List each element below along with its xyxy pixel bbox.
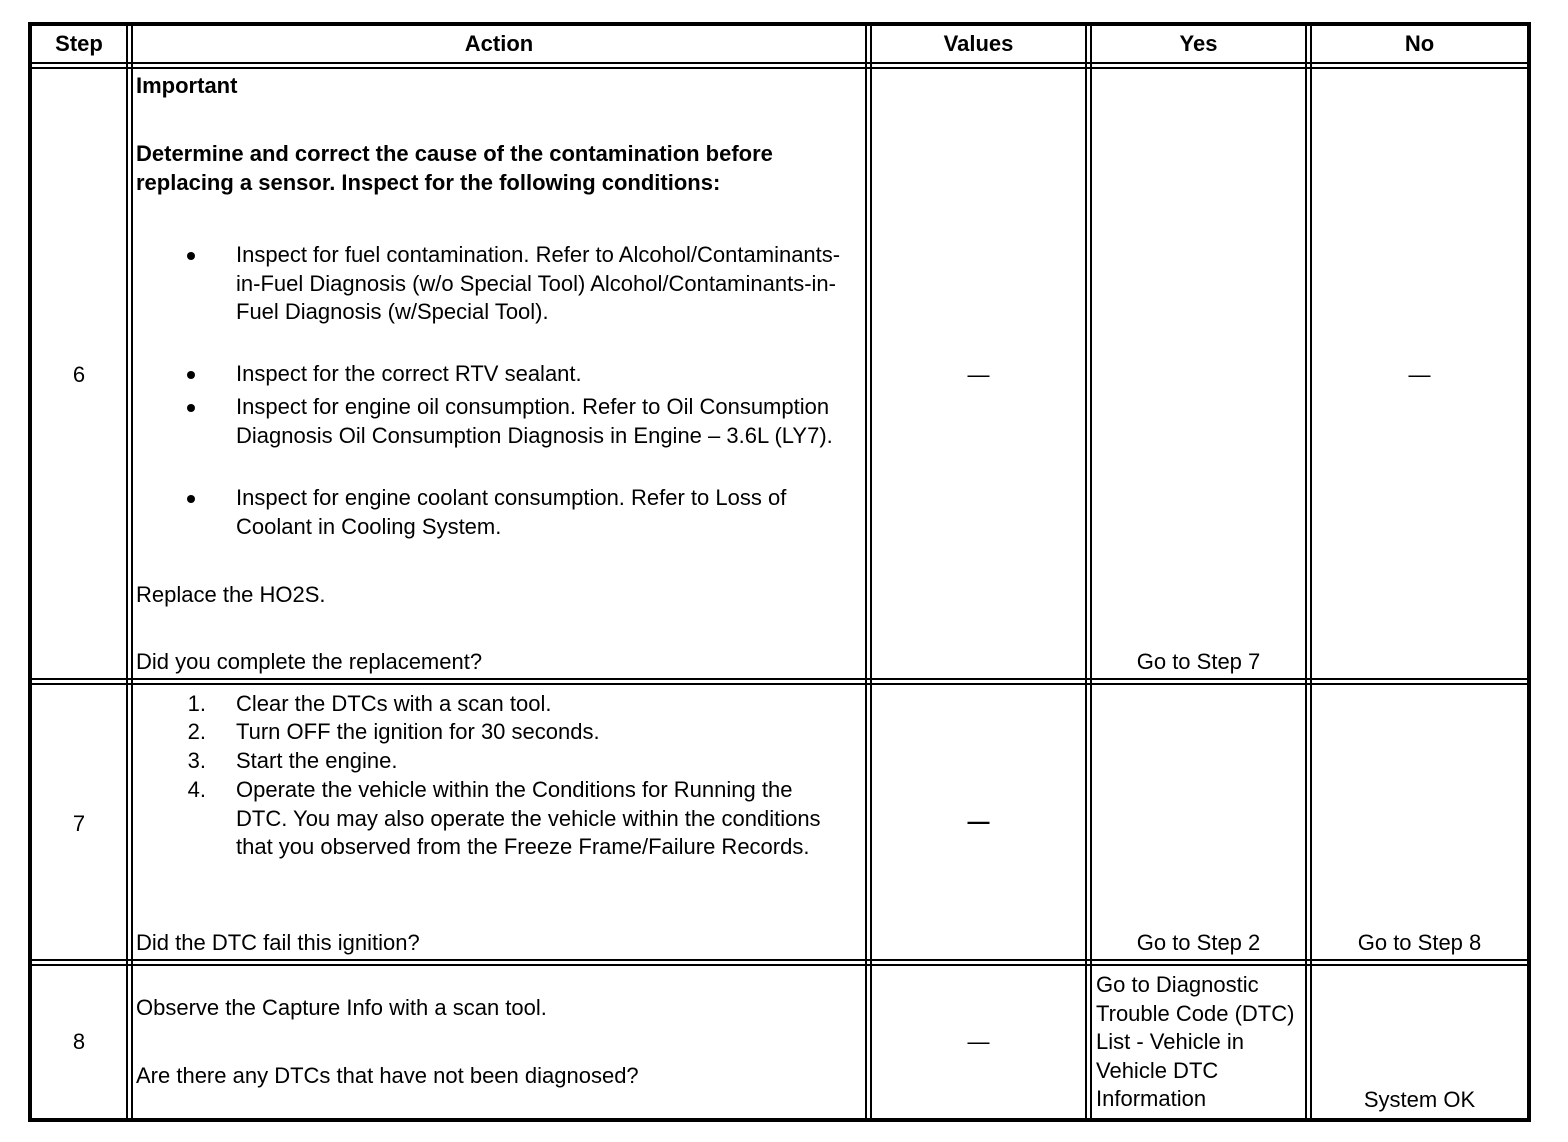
header-action: Action xyxy=(464,31,534,56)
list-number: 3. xyxy=(187,748,206,773)
col-divider-step xyxy=(126,22,133,1122)
bullet-icon xyxy=(187,371,195,379)
diagnostic-table xyxy=(28,22,1531,1122)
header-no: No xyxy=(1404,31,1435,56)
list-item: Turn OFF the ignition for 30 seconds. xyxy=(236,719,600,744)
bullet-icon xyxy=(187,252,195,260)
no-link[interactable]: Go to Step 8 xyxy=(1357,930,1482,955)
table-right-border xyxy=(1527,22,1531,1122)
yes-link[interactable]: Go to Diagnostic Trouble Code (DTC) List - Vehicle in Vehicle DTC Information xyxy=(1096,972,1295,1111)
header-step: Step xyxy=(55,31,103,56)
values-cell: — xyxy=(967,1029,990,1054)
question-text: Did the DTC fail this ignition? xyxy=(136,930,420,955)
step-number: 8 xyxy=(72,1029,86,1054)
bullet-icon xyxy=(187,495,195,503)
no-result: System OK xyxy=(1363,1087,1476,1112)
instruction-text: Replace the HO2S. xyxy=(136,582,326,607)
values-cell: — xyxy=(967,362,990,387)
list-item: Operate the vehicle within the Conditions for Running the DTC. You may also operate the vehicle within the conditions that you observed from the Freeze Frame/Failure Records. xyxy=(236,777,821,859)
table-left-border xyxy=(28,22,32,1122)
list-item: Inspect for engine oil consumption. Refer to Oil Consumption Diagnosis Oil Consumption Diagnosis in Engine – 3.6L (LY7). xyxy=(236,394,833,448)
list-item: Inspect for fuel contamination. Refer to Alcohol/Contaminants-in-Fuel Diagnosis (w/o Special Tool) Alcohol/Contaminants-in-Fuel Diagnosis (w/Special Tool). xyxy=(236,242,841,324)
list-number: 4. xyxy=(187,777,206,802)
no-cell: — xyxy=(1408,362,1431,387)
important-text: Determine and correct the cause of the contamination before replacing a sensor. Inspect for the following conditions: xyxy=(136,141,773,195)
values-cell: — xyxy=(967,809,990,834)
list-item: Start the engine. xyxy=(236,748,398,773)
list-item: Clear the DTCs with a scan tool. xyxy=(236,691,552,716)
list-item: Inspect for engine coolant consumption. Refer to Loss of Coolant in Cooling System. xyxy=(236,485,787,539)
instruction-text: Observe the Capture Info with a scan tool. xyxy=(136,995,547,1020)
step-number: 7 xyxy=(72,811,86,836)
col-divider-action xyxy=(865,22,872,1122)
list-number: 2. xyxy=(187,719,206,744)
list-item: Inspect for the correct RTV sealant. xyxy=(236,361,582,386)
col-divider-values xyxy=(1085,22,1092,1122)
step-number: 6 xyxy=(72,362,86,387)
yes-link[interactable]: Go to Step 7 xyxy=(1136,649,1261,674)
important-label: Important xyxy=(136,73,238,98)
yes-link[interactable]: Go to Step 2 xyxy=(1136,930,1261,955)
list-number: 1. xyxy=(187,691,206,716)
header-yes: Yes xyxy=(1179,31,1218,56)
question-text: Did you complete the replacement? xyxy=(136,649,483,674)
header-values: Values xyxy=(943,31,1014,56)
question-text: Are there any DTCs that have not been diagnosed? xyxy=(136,1063,639,1088)
col-divider-yes xyxy=(1305,22,1312,1122)
bullet-icon xyxy=(187,404,195,412)
